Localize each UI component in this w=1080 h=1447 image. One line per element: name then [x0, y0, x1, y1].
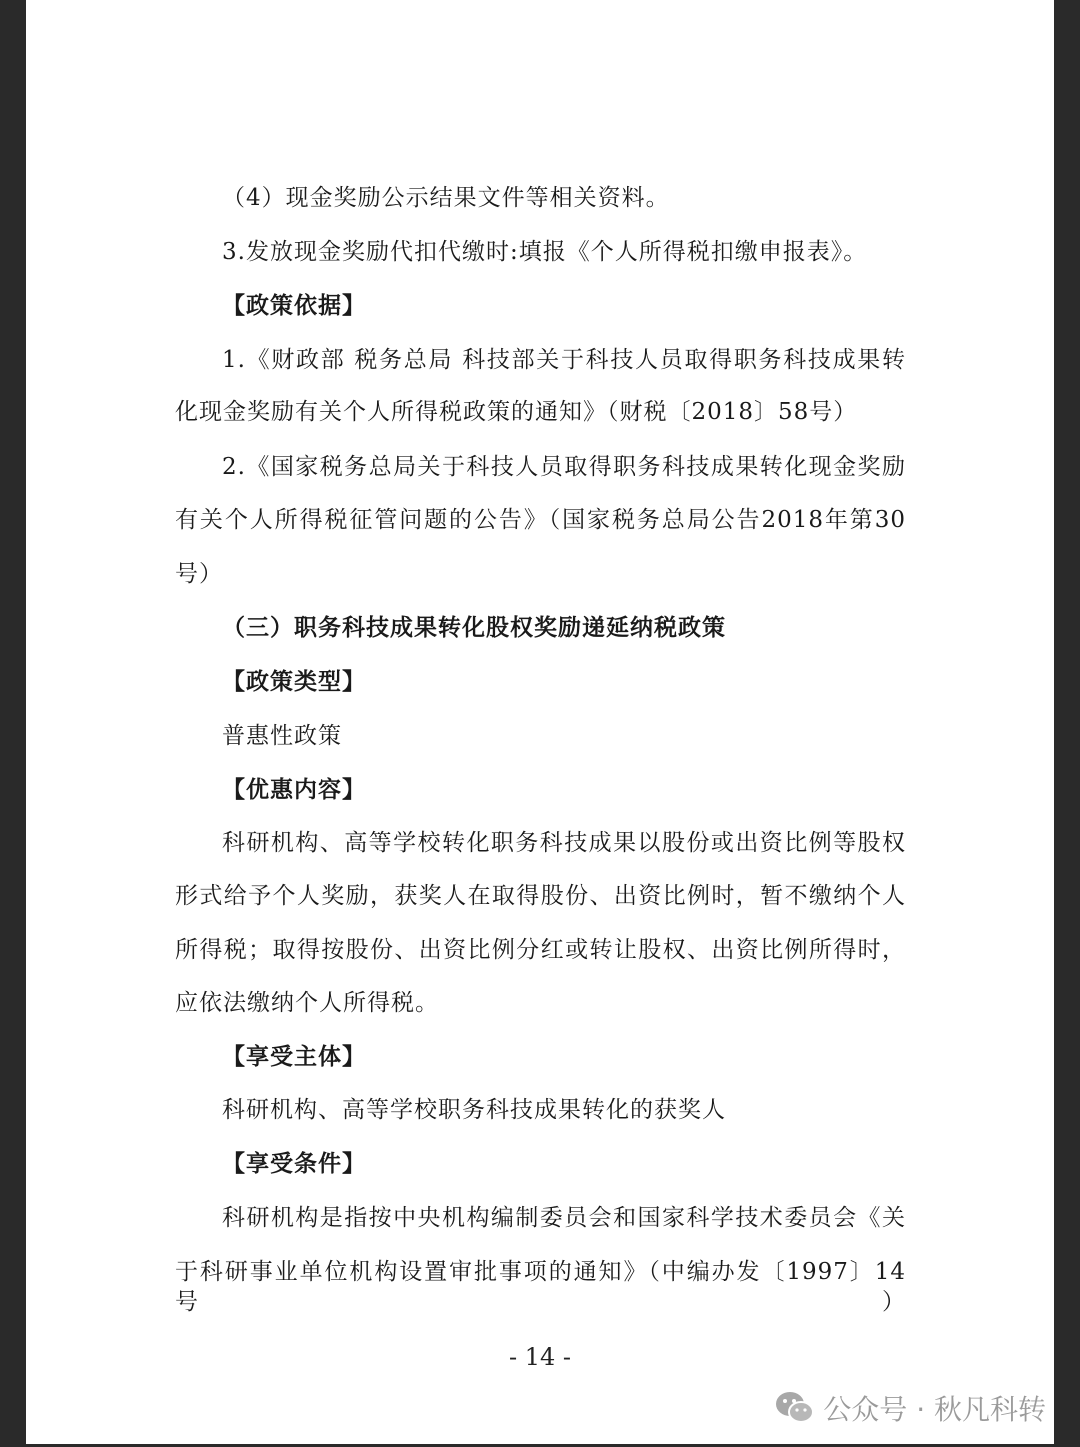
paragraph-line: 号）: [175, 561, 223, 587]
paragraph-line: 于科研事业单位机构设置审批事项的通知》（中编办发〔1997〕14号）: [175, 1259, 906, 1315]
section-heading: 【政策类型】: [222, 669, 366, 695]
paragraph-line: 所得税；取得按股份、出资比例分红或转让股权、出资比例所得时，: [175, 937, 906, 963]
section-heading: 【享受条件】: [222, 1151, 366, 1177]
paragraph-line: （4）现金奖励公示结果文件等相关资料。: [222, 185, 670, 211]
paragraph-line: 应依法缴纳个人所得税。: [175, 990, 439, 1016]
paragraph-line: 普惠性政策: [222, 723, 342, 749]
paragraph-line: 科研机构、高等学校转化职务科技成果以股份或出资比例等股权: [222, 830, 906, 856]
section-heading: 【优惠内容】: [222, 777, 366, 803]
wechat-icon: [775, 1390, 815, 1426]
paragraph-line: 形式给予个人奖励，获奖人在取得股份、出资比例时，暂不缴纳个人: [175, 883, 906, 909]
page-number: - 14 -: [508, 1343, 571, 1371]
watermark-text: 公众号 · 秋凡科转: [823, 1393, 1046, 1426]
watermark: [775, 1388, 1046, 1428]
section-heading: 【政策依据】: [222, 293, 366, 319]
paragraph-line: 有关个人所得税征管问题的公告》（国家税务总局公告2018年第30: [175, 507, 906, 533]
paragraph-line: 科研机构是指按中央机构编制委员会和国家科学技术委员会《关: [222, 1205, 906, 1231]
paragraph-line: 2.《国家税务总局关于科技人员取得职务科技成果转化现金奖励: [222, 454, 906, 480]
paragraph-line: 1.《财政部 税务总局 科技部关于科技人员取得职务科技成果转: [222, 347, 906, 373]
paragraph-line: 3.发放现金奖励代扣代缴时:填报《个人所得税扣缴申报表》。: [222, 239, 868, 265]
paragraph-line: 科研机构、高等学校职务科技成果转化的获奖人: [222, 1097, 726, 1123]
paragraph-line: 化现金奖励有关个人所得税政策的通知》（财税〔2018〕58号）: [175, 399, 858, 425]
section-heading: 【享受主体】: [222, 1044, 366, 1070]
section-heading: （三）职务科技成果转化股权奖励递延纳税政策: [222, 615, 726, 641]
